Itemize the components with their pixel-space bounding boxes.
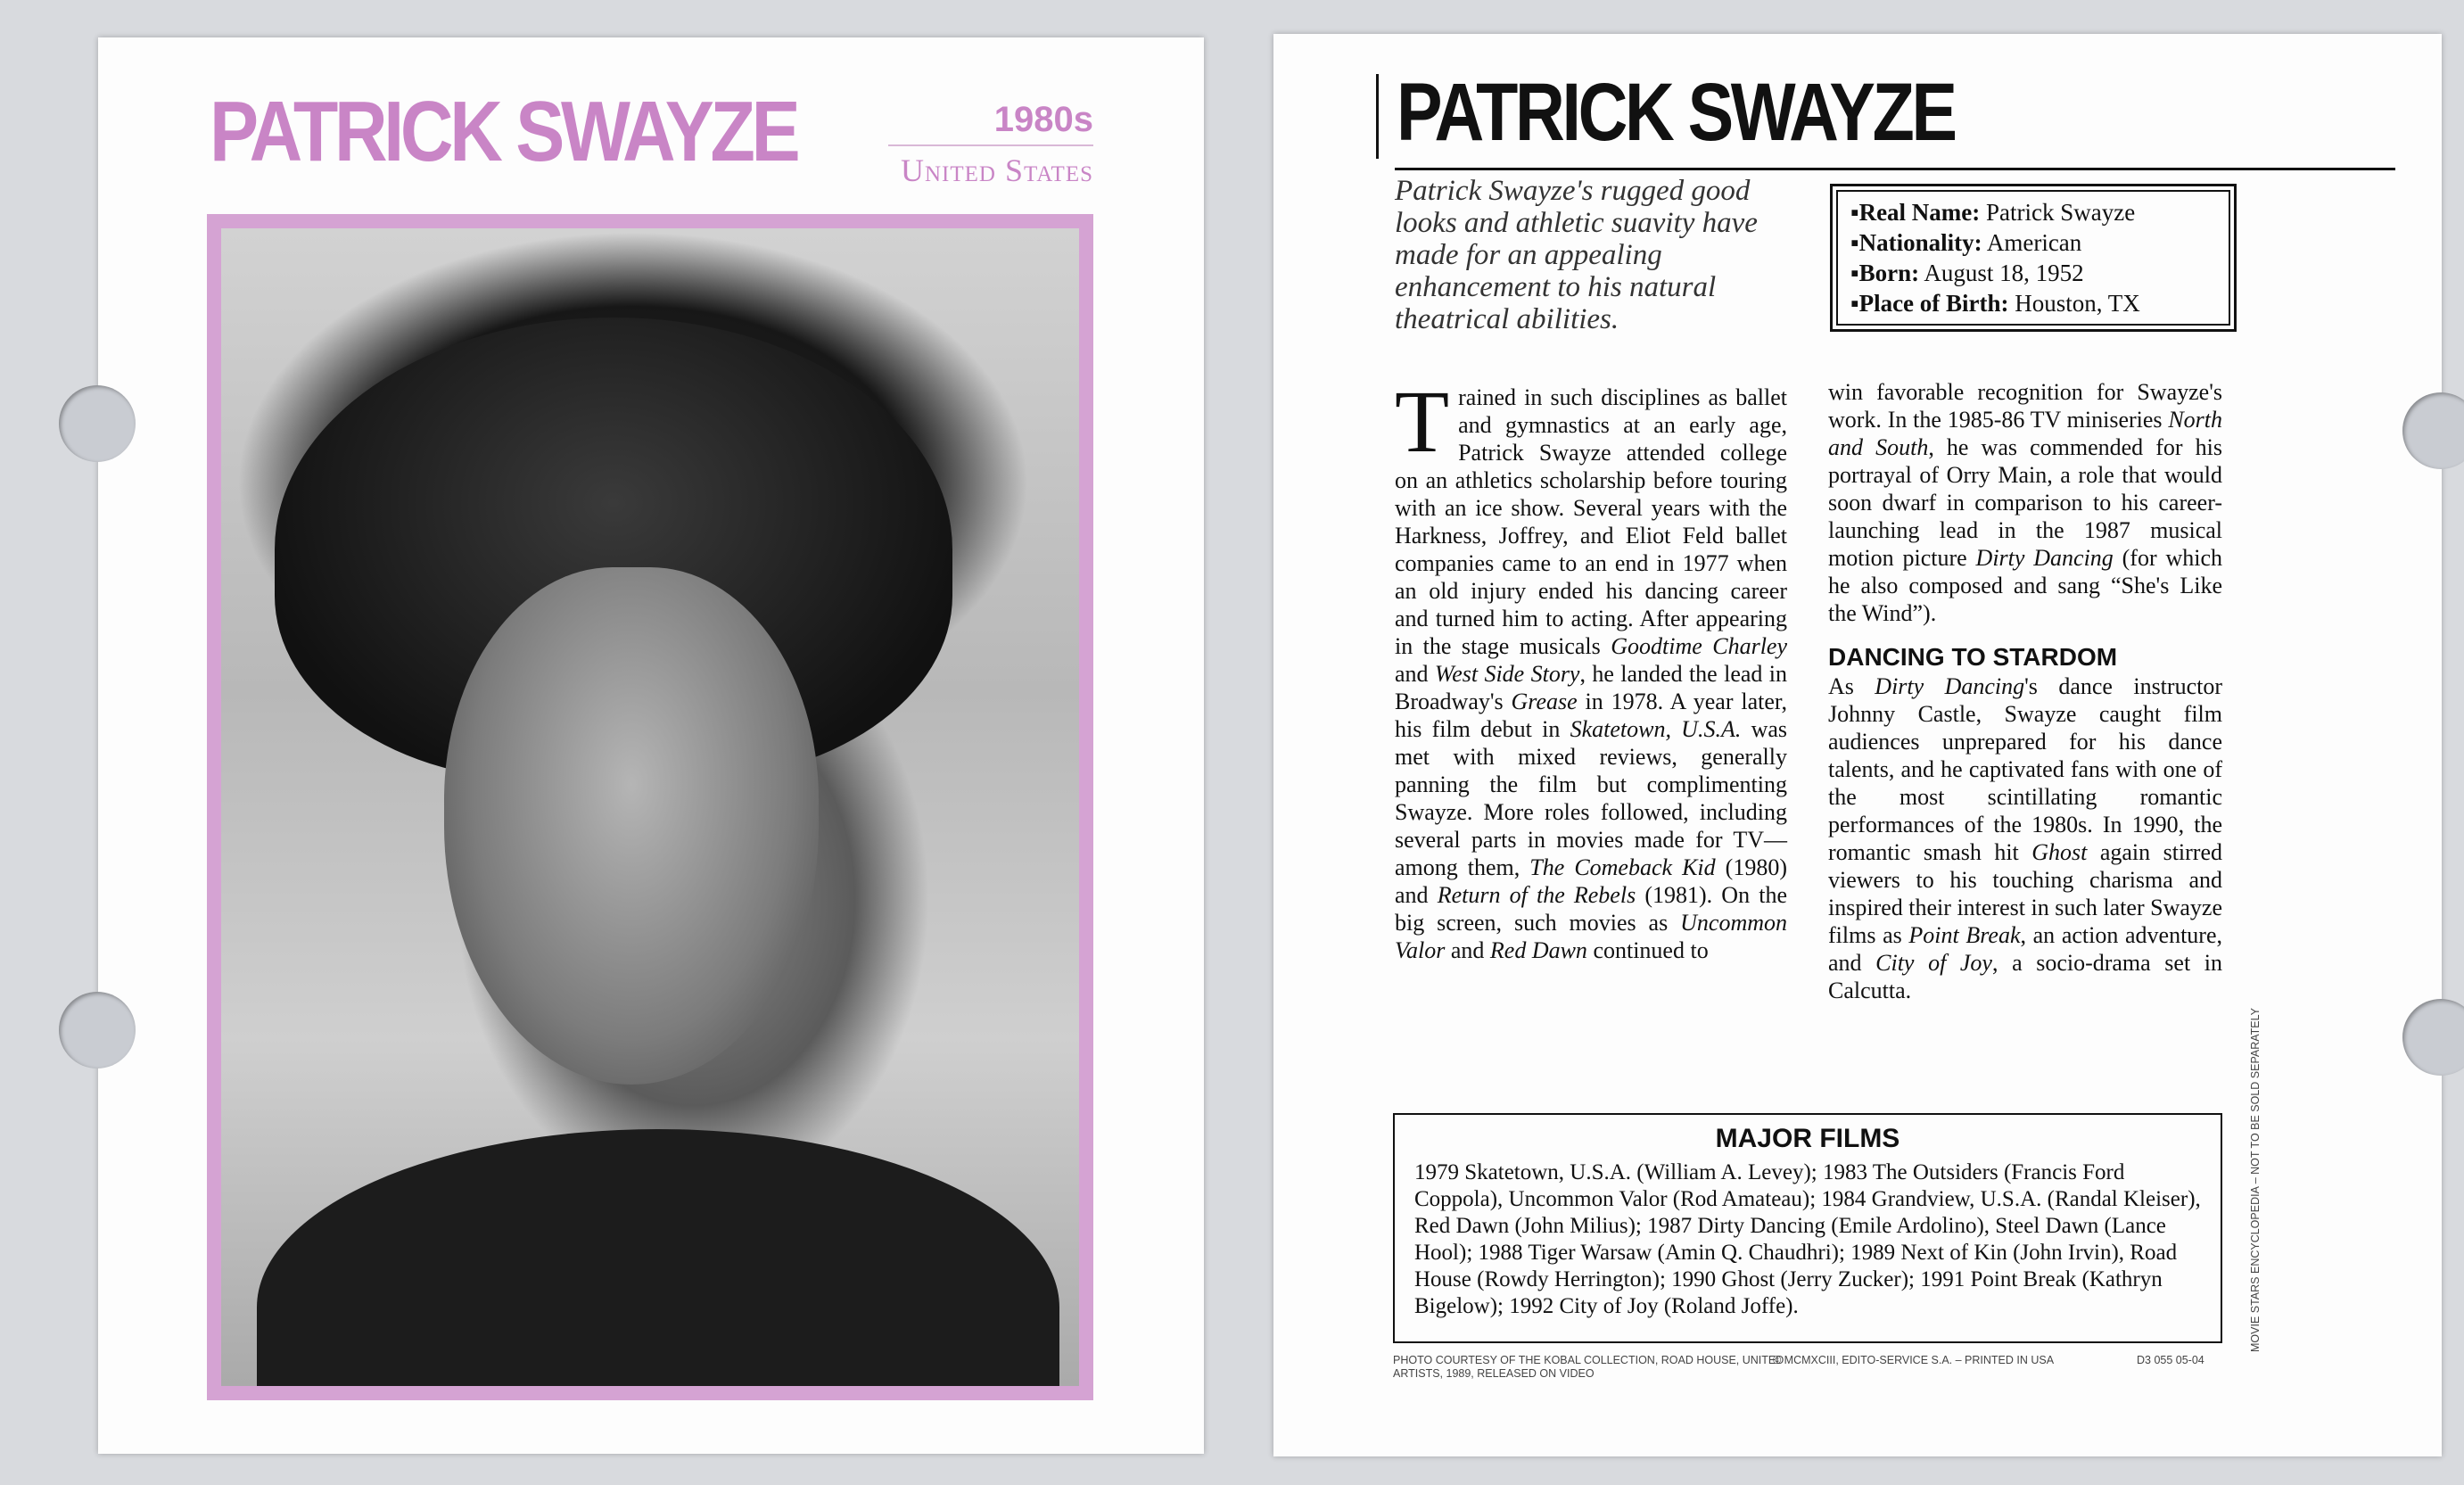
binder-hole bbox=[2402, 999, 2464, 1076]
body-column-right: win favorable recognition for Swayze's work. In the 1985-86 TV miniseries North and South, he was commended for his portrayal of Orry Main, a role that would soon dwarf in comparison to his career-launching lead in the 1987 musical motion picture Dirty Dancing (for which he also composed and sang “She's Like the Wind”). DANCING TO STARDOM As Dirty Dancing's dance instructor Johnny Castle, Swayze caught film audiences unprepared for his dance talents, and he captivated fans with one of the most scintillating romantic performances of the 1980s. In 1990, the romantic smash hit Ghost again stirred viewers to his touching charisma and inspired their interest in such later Swayze films as Point Break, an action adventure, and City of Joy, a socio-drama set in Calcutta. bbox=[1828, 379, 2223, 1003]
card-code: D3 055 05-04 bbox=[2137, 1354, 2204, 1366]
back-card bbox=[1273, 34, 2442, 1456]
fact-place-of-birth: ▪Place of Birth: Houston, TX bbox=[1850, 290, 2140, 317]
divider bbox=[888, 144, 1093, 146]
title-rule-vertical bbox=[1376, 74, 1379, 159]
drop-cap: T bbox=[1395, 372, 1450, 471]
copyright: © MCMXCIII, EDITO-SERVICE S.A. – PRINTED IN USA bbox=[1773, 1354, 2055, 1366]
era-label: 1980s bbox=[993, 100, 1093, 139]
major-films-list: 1979 Skatetown, U.S.A. (William A. Levey); 1983 The Outsiders (Francis Ford Coppola), Uncommon Valor (Rod Amateau); 1984 Grandview, U.S.A. (Randal Kleiser), Red Dawn (John Milius); 1987 Dirty Dancing (Emile Ardolino), Steel Dawn (Lance Hool); 1988 Tiger Warsaw (Amin Q. Chaudhri); 1989 Next of Kin (John Irvin), Road House (Rowdy Herrington); 1990 Ghost (Jerry Zucker); 1991 Point Break (Kathryn Bigelow); 1992 City of Joy (Roland Joffe). bbox=[1414, 1160, 2201, 1318]
fact-born: ▪Born: August 18, 1952 bbox=[1850, 260, 2084, 286]
major-films-title: MAJOR FILMS bbox=[1715, 1124, 1900, 1153]
front-title: PATRICK SWAYZE bbox=[210, 84, 797, 179]
photo-shirt-shape bbox=[257, 1129, 1059, 1386]
photo-credit: PHOTO COURTESY OF THE KOBAL COLLECTION, ROAD HOUSE, UNITED ARTISTS, 1989, RELEASED ON VIDEO bbox=[1393, 1354, 1784, 1380]
major-films-box bbox=[1393, 1113, 2222, 1343]
photo-frame bbox=[207, 214, 1093, 1400]
binder-hole bbox=[2402, 392, 2464, 469]
binder-hole bbox=[59, 992, 136, 1068]
vertical-note: MOVIE STARS ENCYCLOPEDIA – NOT TO BE SOLD SEPARATELY bbox=[2249, 1008, 2262, 1352]
body-column-left: Trained in such disciplines as ballet and gymnastics at an early age, Patrick Swayze attended college on an athletics scholarship before touring with an ice show. Several years with the Harkness, Joffrey, and Eliot Feld ballet companies came to an end in 1977 when an old injury ended his dancing career and turned him to acting. After appearing in the stage musicals Goodtime Charley and West Side Story, he landed the lead in Broadway's Grease in 1978. A year later, his film debut in Skatetown, U.S.A. was met with mixed reviews, generally panning the film but complimenting Swayze. More roles followed, including several parts in movies made for TV—among them, The Comeback Kid (1980) and Return of the Rebels (1981). On the big screen, such movies as Uncommon Valor and Red Dawn continued to bbox=[1395, 372, 1788, 963]
portrait-photo-icon bbox=[221, 228, 1079, 1386]
photo-face-shape bbox=[444, 567, 819, 1085]
title-rule-horizontal bbox=[1395, 168, 2395, 170]
back-title: PATRICK SWAYZE bbox=[1397, 67, 1955, 158]
fact-nationality: ▪Nationality: American bbox=[1850, 229, 2082, 256]
fact-real-name: ▪Real Name: Patrick Swayze bbox=[1850, 199, 2136, 226]
country-label: United States bbox=[901, 153, 1093, 188]
intro-text: Patrick Swayze's rugged good looks and athletic suavity have made for an appealing enhancement to his natural theatrical abilities. bbox=[1395, 175, 1758, 335]
facts-box bbox=[1830, 184, 2237, 332]
section-heading: DANCING TO STARDOM bbox=[1828, 643, 2118, 671]
binder-hole bbox=[59, 385, 136, 462]
front-card bbox=[98, 37, 1204, 1454]
